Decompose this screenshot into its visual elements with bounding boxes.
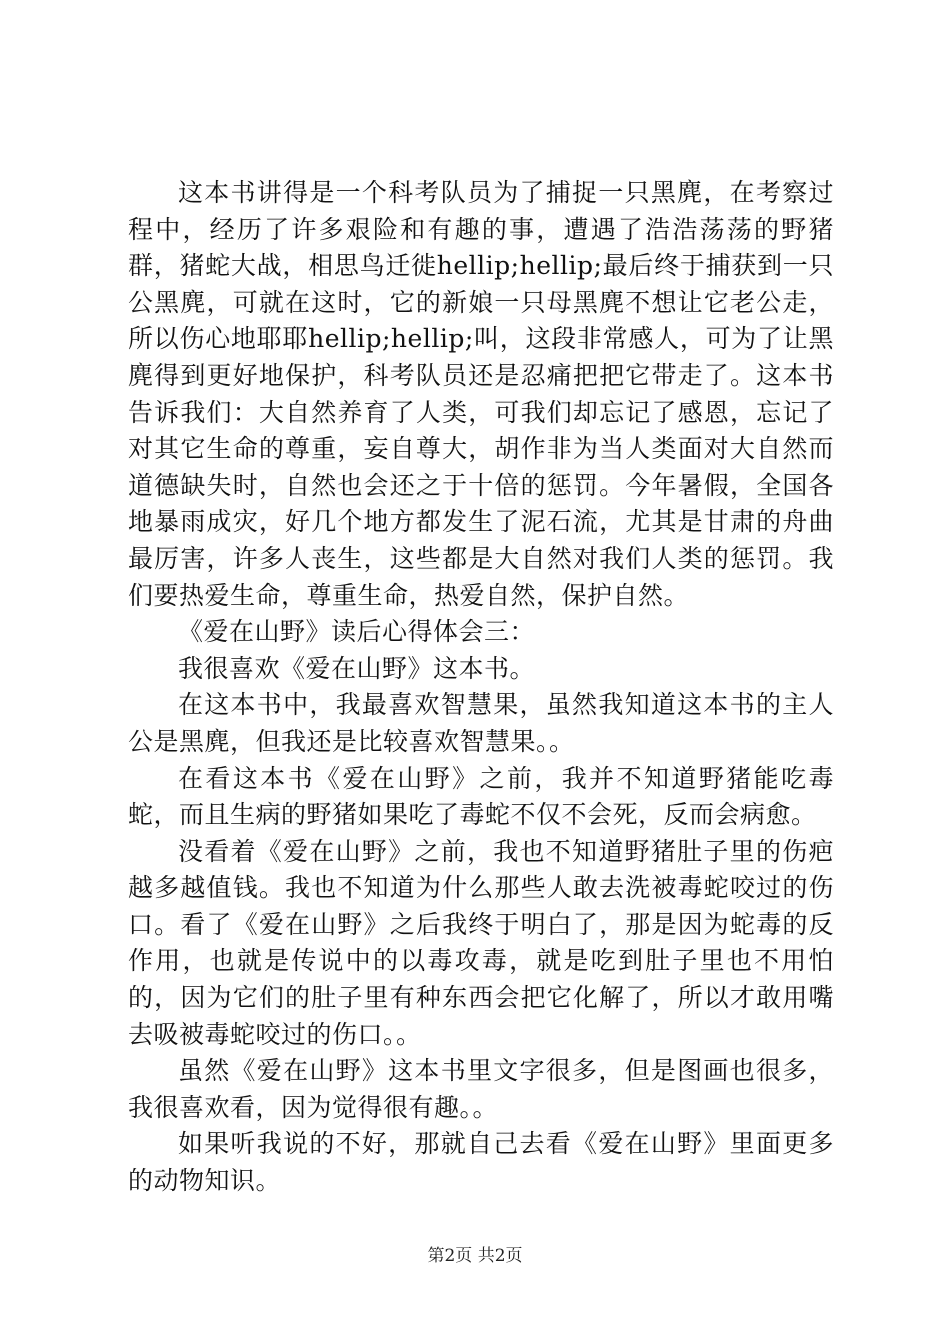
- page-footer: [0, 1245, 950, 1267]
- paragraph-3: 在这本书中，我最喜欢智慧果，虽然我知道这本书的主人公是黑麂，但我还是比较喜欢智慧果。。: [128, 690, 834, 756]
- body-text: [128, 175, 834, 1200]
- paragraph-2: 我很喜欢《爱在山野》这本书。: [178, 653, 536, 683]
- paragraph-4: 在看这本书《爱在山野》之前，我并不知道野猪能吃毒蛇，而且生病的野猪如果吃了毒蛇不仅不会死，反而会病愈。: [128, 763, 834, 830]
- page-number: 第2页 共2页: [427, 1246, 523, 1266]
- paragraph-5: 没看着《爱在山野》之前，我也不知道野猪肚子里的伤疤越多越值钱。我也不知道为什么那些人敢去洗被毒蛇咬过的伤口。看了《爱在山野》之后我终于明白了，那是因为蛇毒的反作用，也就是传说中的以毒攻毒，就是吃到肚子里也不用怕的，因为它们的肚子里有种东西会把它化解了，所以才敢用嘴去吸被毒蛇咬过的伤口。。: [128, 836, 834, 1049]
- paragraph-7: 如果听我说的不好，那就自己去看《爱在山野》里面更多的动物知识。: [128, 1129, 834, 1196]
- paragraph-1: 这本书讲得是一个科考队员为了捕捉一只黑麂，在考察过程中，经历了许多艰险和有趣的事，遭遇了浩浩荡荡的野猪群，猪蛇大战，相思鸟迁徙hellip;hellip;最后终于捕获到一只公黑麂，可就在这时，它的新娘一只母黑麂不想让它老公走，所以伤心地耶耶hellip;hellip;叫，这段非常感人，可为了让黑麂得到更好地保护，科考队员还是忍痛把把它带走了。这本书告诉我们：大自然养育了人类，可我们却忘记了感恩，忘记了对其它生命的尊重，妄自尊大，胡作非为当人类面对大自然而道德缺失时，自然也会还之于十倍的惩罚。今年暑假，全国各地暴雨成灾，好几个地方都发生了泥石流，尤其是甘肃的舟曲最厉害，许多人丧生，这些都是大自然对我们人类的惩罚。我们要热爱生命，尊重生命，热爱自然，保护自然。: [128, 178, 834, 610]
- paragraph-6: 虽然《爱在山野》这本书里文字很多，但是图画也很多，我很喜欢看，因为觉得很有趣。。: [128, 1056, 834, 1122]
- section-heading: 《爱在山野》读后心得体会三：: [178, 617, 536, 647]
